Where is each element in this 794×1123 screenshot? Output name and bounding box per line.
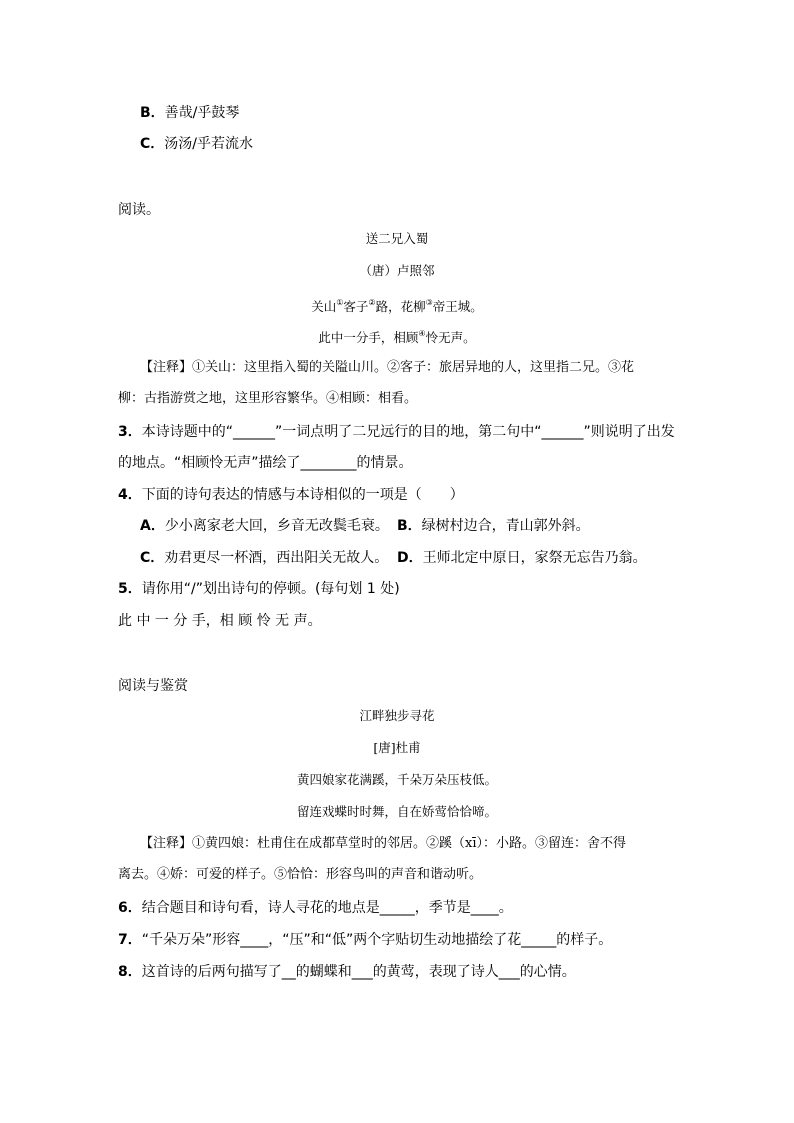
annotation: 【注释】①关山：这里指入蜀的关隘山川。②客子：旅居异地的人，这里指二兄。③花 [140, 360, 635, 375]
poem-title: 送二兄入蜀 [365, 231, 429, 246]
question-7 [118, 930, 612, 950]
footnote-marker: ④ [418, 329, 426, 338]
annotation: 离去。④娇：可爱的样子。⑤恰恰：形容鸟叫的声音和谐动听。 [118, 867, 483, 882]
question-number: 3． [118, 424, 142, 440]
question-text: 请你用“/”划出诗句的停顿。(每句划 1 处) [141, 581, 400, 597]
poem-author: （唐）卢照邻 [359, 263, 435, 278]
question-text: 下面的诗句表达的情感与本诗相似的一项是（ ） [141, 487, 464, 503]
option-b: B．绿树村边合，青山郭外斜。 [397, 518, 590, 534]
footnote-marker: ③ [425, 298, 433, 307]
poem-line: 此中一分手，相顾④怜无声。 [318, 329, 476, 345]
option-a: A．少小离家老大回，乡音无改鬓毛衰。 [140, 518, 389, 534]
option-d: D．王师北定中原日，家祭无忘告乃翁。 [397, 550, 647, 566]
option-c: C．劝君更尽一杯酒，西出阳关无故人。 [140, 550, 389, 566]
question-text: “千朵万朵”形容____，“压”和“低”两个字贴切生动地描绘了花_____的样子。 [141, 932, 613, 948]
question-number: 6． [118, 900, 142, 916]
question-text: 本诗诗题中的“______”一词点明了二兄远行的目的地，第二句中“______”则说明了出发 [141, 424, 675, 440]
option-c [140, 134, 253, 154]
question-3 [118, 422, 675, 442]
question-8 [118, 962, 576, 982]
question-4 [118, 485, 464, 505]
poem-title: 江畔独步寻花 [359, 708, 435, 723]
question-5 [118, 579, 400, 599]
question-text: 这首诗的后两句描写了__的蝴蝶和___的黄莺，表现了诗人___的心情。 [141, 964, 576, 980]
question-number: 4． [118, 487, 142, 503]
poem-line: 黄四娘家花满蹊，千朵万朵压枝低。 [296, 772, 497, 787]
question-3-cont: 的地点。“相顾怜无声”描绘了________的情景。 [118, 455, 413, 471]
option-letter: C． [140, 136, 165, 152]
question-6 [118, 898, 513, 918]
option-text: 善哉/乎鼓琴 [164, 105, 240, 121]
question-number: 7． [118, 932, 142, 948]
option-text: 汤汤/乎若流水 [164, 136, 253, 152]
question-number: 8． [118, 964, 142, 980]
option-letter: B． [140, 105, 165, 121]
option-b [140, 103, 239, 123]
poem-line: 关山①客子②路，花柳③帝王城。 [311, 298, 483, 314]
poem-author: [唐]杜甫 [373, 740, 421, 755]
question-number: 5． [118, 581, 142, 597]
section-heading: 阅读。 [118, 202, 160, 218]
section-heading: 阅读与鉴赏 [118, 678, 188, 694]
footnote-marker: ② [368, 298, 376, 307]
poem-line-for-marking: 此 中 一 分 手，相 顾 怜 无 声。 [118, 613, 322, 629]
question-text: 结合题目和诗句看，诗人寻花的地点是_____，季节是____。 [141, 900, 513, 916]
annotation: 【注释】①黄四娘：杜甫住在成都草堂时的邻居。②蹊（xī）：小路。③留连：舍不得 [140, 836, 626, 851]
footnote-marker: ① [336, 298, 344, 307]
annotation: 柳：古指游赏之地，这里形容繁华。④相顾：相看。 [118, 391, 418, 406]
poem-line: 留连戏蝶时时舞，自在娇莺恰恰啼。 [296, 804, 497, 819]
